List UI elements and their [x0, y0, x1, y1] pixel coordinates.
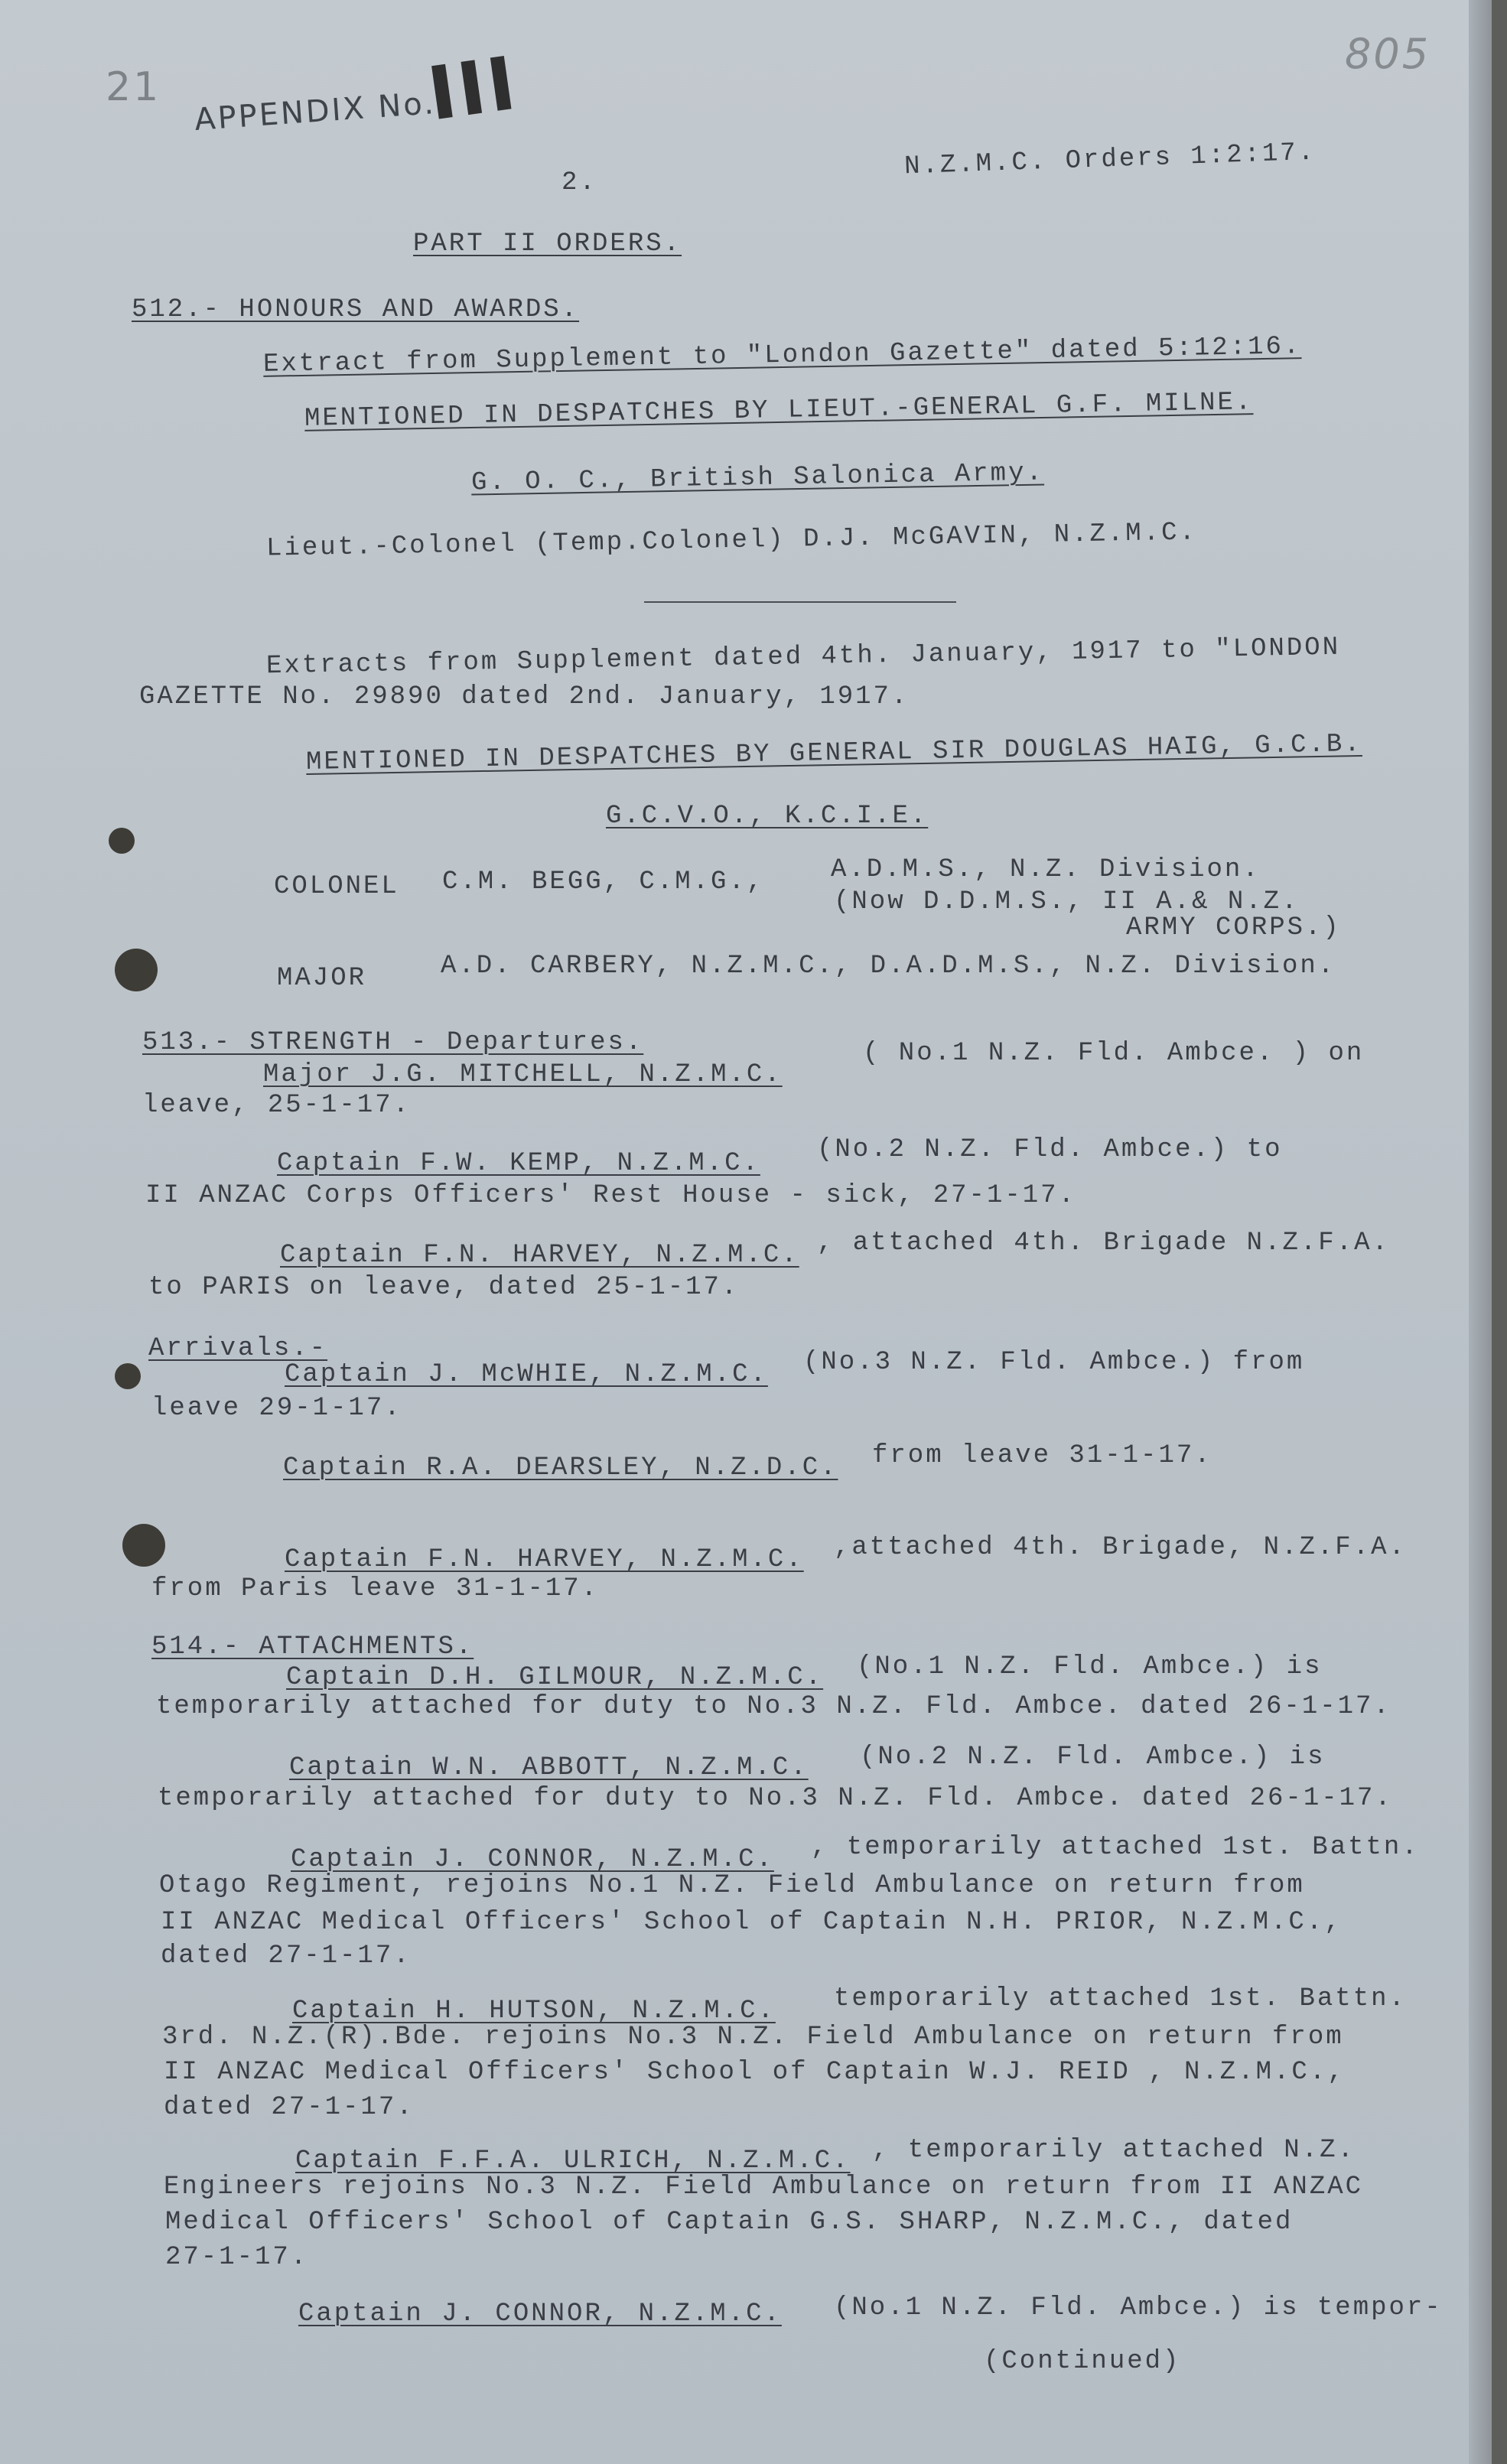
arrivals-label: Arrivals.- — [148, 1334, 328, 1363]
attachment-3-line3: II ANZAC Medical Officers' School of Captain N.H. PRIOR, N.Z.M.C., — [161, 1908, 1343, 1937]
punch-hole — [115, 1363, 141, 1389]
arrival-2-detail: from leave 31-1-17. — [872, 1441, 1212, 1470]
mentioned-despatches-1: MENTIONED IN DESPATCHES BY LIEUT.-GENERAL G.F. MILNE. — [304, 388, 1254, 434]
departure-2-name: Captain F.W. KEMP, N.Z.M.C. — [277, 1149, 760, 1178]
pencil-page-number: 21 — [106, 64, 161, 110]
goc-line: G. O. C., British Salonica Army. — [470, 458, 1045, 498]
stamp-page-number: 805 — [1345, 30, 1431, 78]
attachment-4-line3: II ANZAC Medical Officers' School of Captain W.J. REID , N.Z.M.C., — [164, 2058, 1346, 2087]
part-title: PART II ORDERS. — [413, 229, 682, 259]
appendix-label: APPENDIX No. — [193, 86, 438, 138]
mentioned-despatches-2: MENTIONED IN DESPATCHES BY GENERAL SIR DOUGLAS HAIG, G.C.B. — [305, 729, 1363, 778]
departure-3-name: Captain F.N. HARVEY, N.Z.M.C. — [280, 1241, 799, 1270]
continued-note: (Continued) — [984, 2347, 1181, 2376]
arrival-1-line2: leave 29-1-17. — [151, 1394, 402, 1423]
orders-reference: N.Z.M.C. Orders 1:2:17. — [903, 138, 1317, 182]
arrival-3-line2: from Paris leave 31-1-17. — [151, 1574, 600, 1603]
departure-2-detail: (No.2 N.Z. Fld. Ambce.) to — [817, 1135, 1283, 1164]
arrival-3-name: Captain F.N. HARVEY, N.Z.M.C. — [285, 1545, 804, 1574]
arrival-3-detail: ,attached 4th. Brigade, N.Z.F.A. — [834, 1533, 1407, 1562]
departure-3-detail: , attached 4th. Brigade N.Z.F.A. — [817, 1229, 1390, 1258]
separator-rule — [644, 601, 956, 603]
attachment-5-line4: 27-1-17. — [165, 2243, 309, 2272]
departure-3-line2: to PARIS on leave, dated 25-1-17. — [148, 1273, 740, 1302]
attachment-5-line3: Medical Officers' School of Captain G.S. SHARP, N.Z.M.C., dated — [165, 2208, 1294, 2237]
major-entry: A.D. CARBERY, N.Z.M.C., D.A.D.M.S., N.Z. Division. — [441, 952, 1336, 981]
arrival-2-name: Captain R.A. DEARSLEY, N.Z.D.C. — [283, 1453, 838, 1483]
attachment-4-detail: temporarily attached 1st. Battn. — [834, 1984, 1407, 2013]
attachment-2-name: Captain W.N. ABBOTT, N.Z.M.C. — [289, 1753, 809, 1782]
mentioned-despatches-2-honours: G.C.V.O., K.C.I.E. — [606, 802, 929, 831]
punch-hole — [115, 949, 158, 991]
attachment-1-detail: (No.1 N.Z. Fld. Ambce.) is — [857, 1652, 1323, 1681]
attachment-5-detail: , temporarily attached N.Z. — [872, 2136, 1356, 2165]
colonel-name: C.M. BEGG, C.M.G., — [442, 867, 765, 897]
departure-2-line2: II ANZAC Corps Officers' Rest House - sick, 27-1-17. — [145, 1181, 1076, 1210]
colonel-rank: COLONEL — [274, 872, 399, 901]
section-514-heading: 514.- ATTACHMENTS. — [151, 1632, 474, 1662]
attachment-3-line2: Otago Regiment, rejoins No.1 N.Z. Field Ambulance on return from — [159, 1871, 1305, 1900]
major-rank: MAJOR — [277, 964, 367, 993]
attachment-4-name: Captain H. HUTSON, N.Z.M.C. — [292, 1997, 776, 2026]
departure-1-line2: leave, 25-1-17. — [142, 1091, 412, 1120]
arrival-1-detail: (No.3 N.Z. Fld. Ambce.) from — [803, 1348, 1305, 1377]
attachment-3-detail: , temporarily attached 1st. Battn. — [811, 1833, 1420, 1862]
arrival-1-name: Captain J. McWHIE, N.Z.M.C. — [285, 1360, 768, 1389]
colonel-role-2: (Now D.D.M.S., II A.& N.Z. — [834, 887, 1300, 916]
attachment-5-name: Captain F.F.A. ULRICH, N.Z.M.C. — [295, 2147, 851, 2176]
appendix-number: III — [422, 40, 523, 138]
gazette-extract-1: Extract from Supplement to "London Gazette" dated 5:12:16. — [262, 332, 1302, 379]
attachment-4-line2: 3rd. N.Z.(R).Bde. rejoins No.3 N.Z. Field Ambulance on return from — [162, 2023, 1344, 2052]
punch-hole — [122, 1524, 165, 1567]
gazette-extract-2-line2: GAZETTE No. 29890 dated 2nd. January, 1917. — [139, 682, 910, 711]
attachment-6-name: Captain J. CONNOR, N.Z.M.C. — [298, 2300, 782, 2329]
mention-entry-mcgavin: Lieut.-Colonel (Temp.Colonel) D.J. McGAVIN, N.Z.M.C. — [265, 518, 1198, 564]
page-edge-shadow — [1469, 0, 1492, 2464]
departure-1-detail: ( No.1 N.Z. Fld. Ambce. ) on — [863, 1039, 1365, 1068]
attachment-1-name: Captain D.H. GILMOUR, N.Z.M.C. — [286, 1663, 824, 1692]
attachment-1-line2: temporarily attached for duty to No.3 N.Z. Fld. Ambce. dated 26-1-17. — [156, 1692, 1391, 1721]
punch-hole — [109, 828, 135, 854]
attachment-6-detail: (No.1 N.Z. Fld. Ambce.) is tempor- — [834, 2293, 1443, 2322]
departure-1-name: Major J.G. MITCHELL, N.Z.M.C. — [263, 1060, 783, 1089]
colonel-role-3: ARMY CORPS.) — [1126, 913, 1341, 942]
attachment-2-detail: (No.2 N.Z. Fld. Ambce.) is — [860, 1743, 1326, 1772]
colonel-role-1: A.D.M.S., N.Z. Division. — [831, 855, 1261, 884]
section-512-heading: 512.- HONOURS AND AWARDS. — [132, 295, 580, 324]
attachment-4-line4: dated 27-1-17. — [164, 2093, 415, 2122]
sheet-number: 2. — [561, 168, 597, 197]
attachment-3-line4: dated 27-1-17. — [161, 1942, 412, 1971]
attachment-2-line2: temporarily attached for duty to No.3 N.Z. Fld. Ambce. dated 26-1-17. — [158, 1784, 1393, 1813]
gazette-extract-2-line1: Extracts from Supplement dated 4th. January, 1917 to "LONDON — [265, 633, 1341, 682]
section-513-heading: 513.- STRENGTH - Departures. — [142, 1028, 644, 1057]
attachment-3-name: Captain J. CONNOR, N.Z.M.C. — [291, 1845, 774, 1874]
attachment-5-line2: Engineers rejoins No.3 N.Z. Field Ambulance on return from II ANZAC — [164, 2173, 1364, 2202]
